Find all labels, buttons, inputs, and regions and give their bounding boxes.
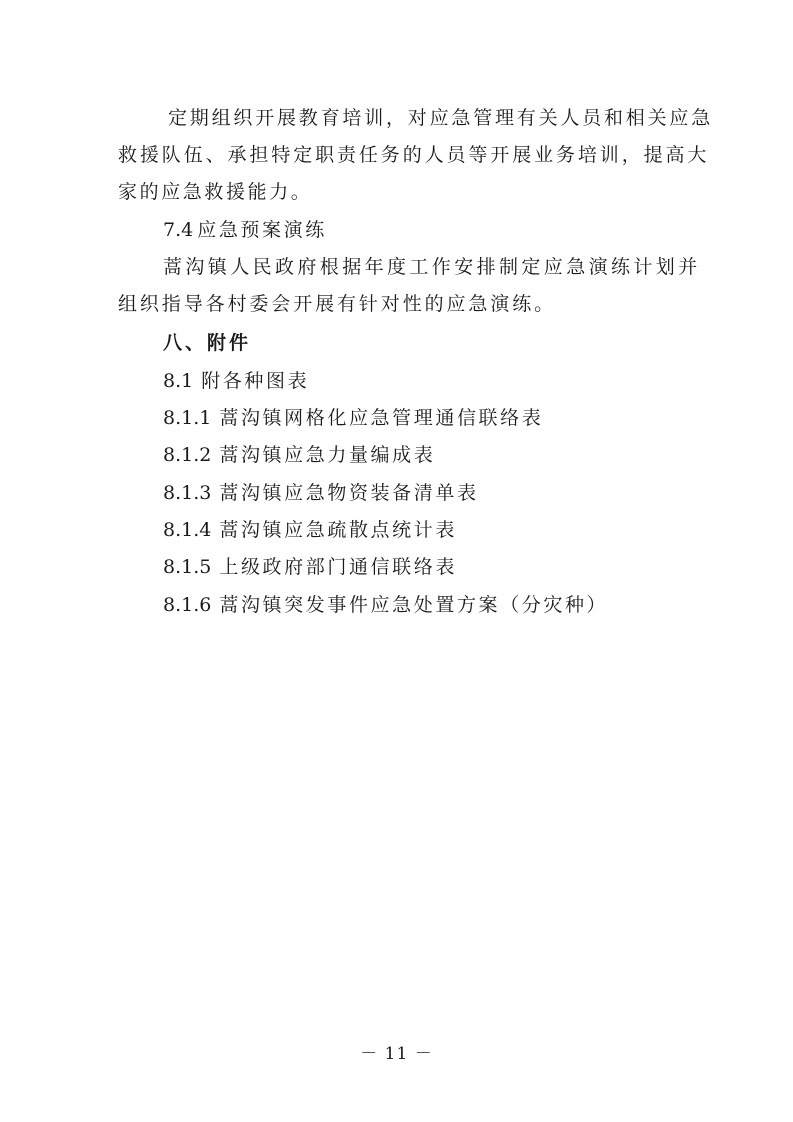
attachment-item (163, 593, 608, 617)
attachment-item (163, 518, 457, 542)
attachment-label: 蒿沟镇网格化应急管理通信联络表 (219, 407, 544, 429)
attachment-label: 蒿沟镇突发事件应急处置方案（分灾种） (219, 594, 609, 616)
section-heading-7-4 (163, 218, 327, 242)
paragraph-training-line-1: 定期组织开展教育培训，对应急管理有关人员和相关应急 (168, 107, 714, 129)
attachment-label: 上级政府部门通信联络表 (219, 556, 457, 578)
attachment-number: 8.1.4 (163, 519, 212, 541)
paragraph-training-line-2: 救援队伍、承担特定职责任务的人员等开展业务培训，提高大 (118, 144, 710, 166)
attachment-item (163, 481, 479, 505)
attachment-number: 8.1 (163, 370, 194, 392)
attachment-label: 蒿沟镇应急物资装备清单表 (219, 482, 479, 504)
paragraph-drill-line-1: 蒿沟镇人民政府根据年度工作安排制定应急演练计划并 (163, 256, 701, 278)
paragraph-drill-line-2: 组织指导各村委会开展有针对性的应急演练。 (118, 293, 557, 315)
attachment-label: 蒿沟镇应急力量编成表 (219, 444, 436, 466)
attachment-item (163, 406, 543, 430)
section-number: 7.4 (163, 219, 194, 241)
page-number: － 11 － (360, 1044, 433, 1064)
attachment-number: 8.1.1 (163, 407, 212, 429)
attachment-label: 附各种图表 (201, 370, 310, 392)
section-title: 应急预案演练 (197, 219, 327, 241)
attachment-number: 8.1.6 (163, 594, 212, 616)
attachment-item (163, 555, 457, 579)
attachment-item (163, 443, 435, 467)
attachment-label: 蒿沟镇应急疏散点统计表 (219, 519, 457, 541)
attachment-number: 8.1.2 (163, 444, 212, 466)
attachment-number: 8.1.5 (163, 556, 212, 578)
section-heading-attachments: 八、附件 (163, 332, 252, 354)
paragraph-training-line-3: 家的应急救援能力。 (118, 181, 313, 203)
attachment-item (163, 369, 309, 393)
attachment-number: 8.1.3 (163, 482, 212, 504)
